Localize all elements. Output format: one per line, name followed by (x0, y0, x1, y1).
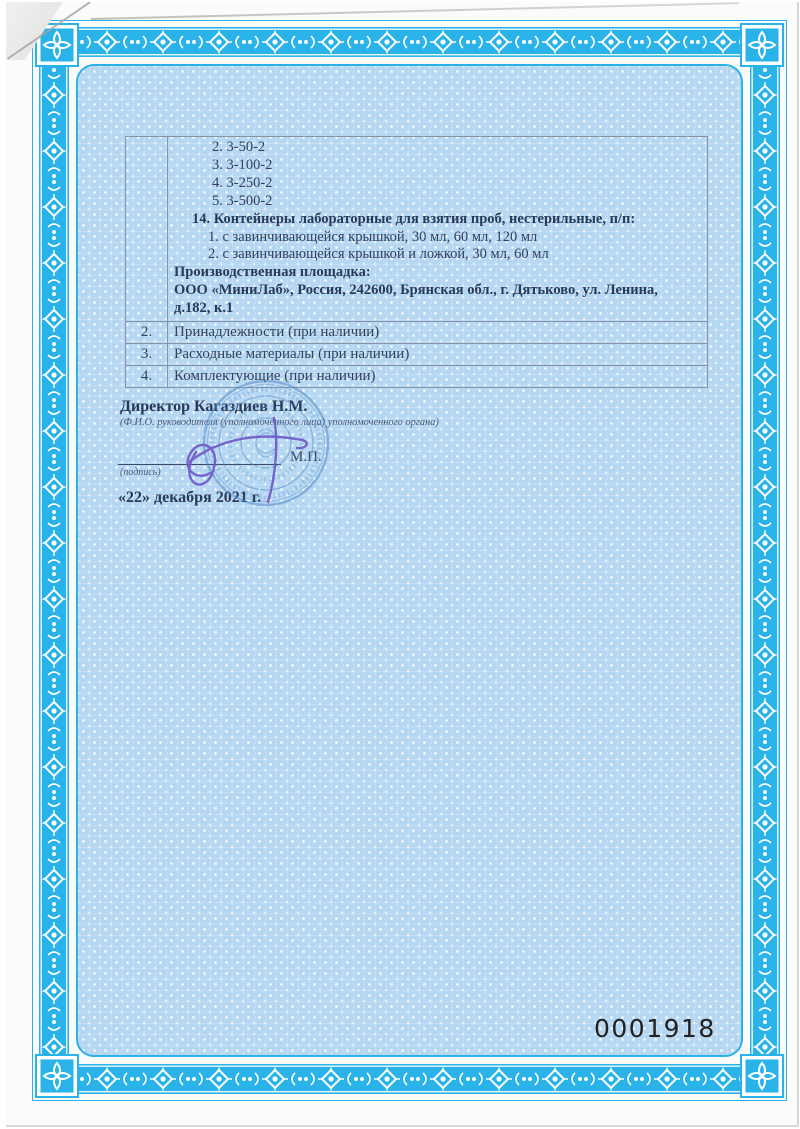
director-caption: (Ф.И.О. руководителя (уполномоченного лица) уполномоченного органа) (120, 417, 439, 428)
row-label-cell: Комплектующие (при наличии) (174, 368, 376, 385)
row-number-cell: 2. (126, 322, 168, 343)
row-number-cell: 3. (126, 344, 168, 365)
row-label-cell: Принадлежности (при наличии) (174, 324, 380, 341)
table-row-continued (126, 137, 707, 321)
document-date: «22» декабря 2021 г. (118, 489, 262, 506)
production-site-address: ООО «МиниЛаб», Россия, 242600, Брянская обл., г. Дятьково, ул. Ленина, (174, 282, 658, 299)
device-spec-table (125, 136, 708, 388)
item14-subitem: 1. с завинчивающейся крышкой, 30 мл, 60 мл, 120 мл (208, 228, 538, 245)
variant-item: 2. 3-50-2 (212, 139, 266, 155)
handwritten-signature (156, 402, 352, 512)
signature-caption: (подпись) (120, 467, 161, 478)
variant-item: 4. 3-250-2 (212, 174, 273, 191)
variant-item: 3. 3-100-2 (212, 156, 273, 173)
director-name-line: Директор Кагаздиев Н.М. (120, 398, 308, 415)
item14-title: 14. Контейнеры лабораторные для взятия проб, нестерильные, п/п: (192, 210, 636, 227)
row-label-cell: Расходные материалы (при наличии) (174, 346, 410, 363)
document-content (6, 2, 797, 1125)
scanned-page (6, 2, 799, 1127)
table-row (126, 321, 707, 343)
row-number-cell: 4. (126, 366, 168, 387)
row-content-cell (168, 137, 707, 321)
form-serial-number: 0001918 (594, 1014, 716, 1043)
production-site-label: Производственная площадка: (174, 264, 371, 281)
item14-subitem: 2. с завинчивающейся крышкой и ложкой, 30 мл, 60 мл (208, 246, 549, 263)
variant-item: 5. 3-500-2 (212, 192, 273, 209)
production-site-address: д.182, к.1 (174, 300, 234, 317)
row-number-cell (126, 137, 168, 321)
stamp-place-label: М.П. (290, 449, 322, 465)
